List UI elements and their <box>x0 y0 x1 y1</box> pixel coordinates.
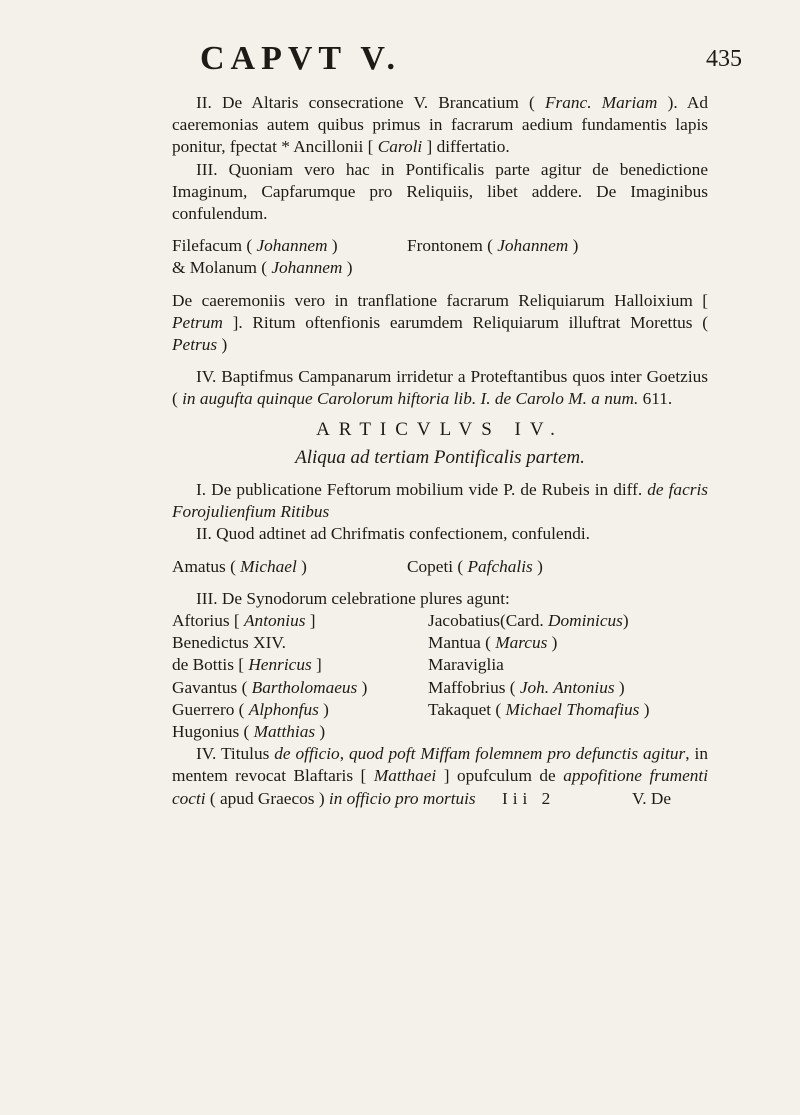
page-number: 435 <box>706 46 742 72</box>
catchword: V. De <box>632 788 672 808</box>
list-item: de Bottis [ Henricus ] <box>172 655 322 675</box>
paragraph-bell-baptism: IV. Baptifmus Campanarum irridetur a Proteftantibus quos inter Goetzius ( in augufta quinque Carolorum hiftoria lib. I. de Carolo M. a num. 611. <box>172 367 708 409</box>
list-item: Takaquet ( Michael Thomafius ) <box>428 699 650 719</box>
paragraph-feasts: I. De publicatione Feftorum mobilium vide P. de Rubeis in diff. de facris Forojulienfium Ritibus <box>172 480 708 522</box>
synod-authors-list <box>172 610 708 743</box>
list-item: Maffobrius ( Joh. Antonius ) <box>428 677 625 697</box>
page-header <box>0 40 800 80</box>
running-head: CAPVT V. <box>200 40 402 77</box>
paragraph-altar-consecration: II. De Altaris consecratione V. Brancatium ( Franc. Mariam ). Ad caeremonias autem quibus primus in facrarum aedium fundamentis lapis ponitur, fpectat * Ancillonii [ Caroli ] differtatio. <box>172 93 708 157</box>
list-item: Gavantus ( Bartholomaeus ) <box>172 677 368 697</box>
paragraph-chrism: II. Quod adtinet ad Chrifmatis confectionem, confulendi. <box>196 524 590 544</box>
paragraph-office-of-dead: IV. Titulus de officio, quod poft Miffam folemnem pro defunctis agitur, in mentem revocat Blaftaris [ Matthaei ] opufculum de appofitione frumenti cocti ( apud Graecos ) in officio pro mortuis <box>172 744 709 808</box>
page-body <box>172 92 708 810</box>
authors-chrism: Amatus ( Michael ) Copeti ( Pafchalis ) <box>172 556 543 576</box>
authors-images: Filefacum ( Johannem ) Frontonem ( Johannem ) <box>172 236 579 256</box>
list-item: Hugonius ( Matthias ) <box>172 722 326 742</box>
author-molanus: & Molanum ( Johannem ) <box>172 258 353 278</box>
list-item: Jacobatius(Card. Dominicus) <box>428 611 629 631</box>
paragraph-images-blessing: III. Quoniam vero hac in Pontificalis parte agitur de benedictione Imaginum, Capfarumque pro Reliquiis, libet addere. De Imaginibus confulendum. <box>172 159 708 224</box>
article-heading: ARTICVLVS IV. <box>316 418 564 440</box>
paragraph-synods: III. De Synodorum celebratione plures agunt: <box>196 588 510 608</box>
synod-list-left <box>172 610 422 743</box>
paragraph-relics: De caeremoniis vero in tranflatione facrarum Reliquiarum Halloixium [ Petrum ]. Ritum oftenfionis earumdem Reliquiarum illuftrat Morettus ( Petrus ) <box>172 290 708 355</box>
list-item: Aftorius [ Antonius ] <box>172 611 316 631</box>
signature-mark: Iii 2 <box>502 788 556 808</box>
page-footer <box>172 788 708 810</box>
list-item: Benedictus XIV. <box>172 633 286 653</box>
list-item: Guerrero ( Alphonfus ) <box>172 699 329 719</box>
synod-list-right <box>428 610 708 743</box>
list-item: Mantua ( Marcus ) <box>428 633 558 653</box>
article-subtitle: Aliqua ad tertiam Pontificalis partem. <box>295 446 585 468</box>
list-item: Maraviglia <box>428 655 504 675</box>
